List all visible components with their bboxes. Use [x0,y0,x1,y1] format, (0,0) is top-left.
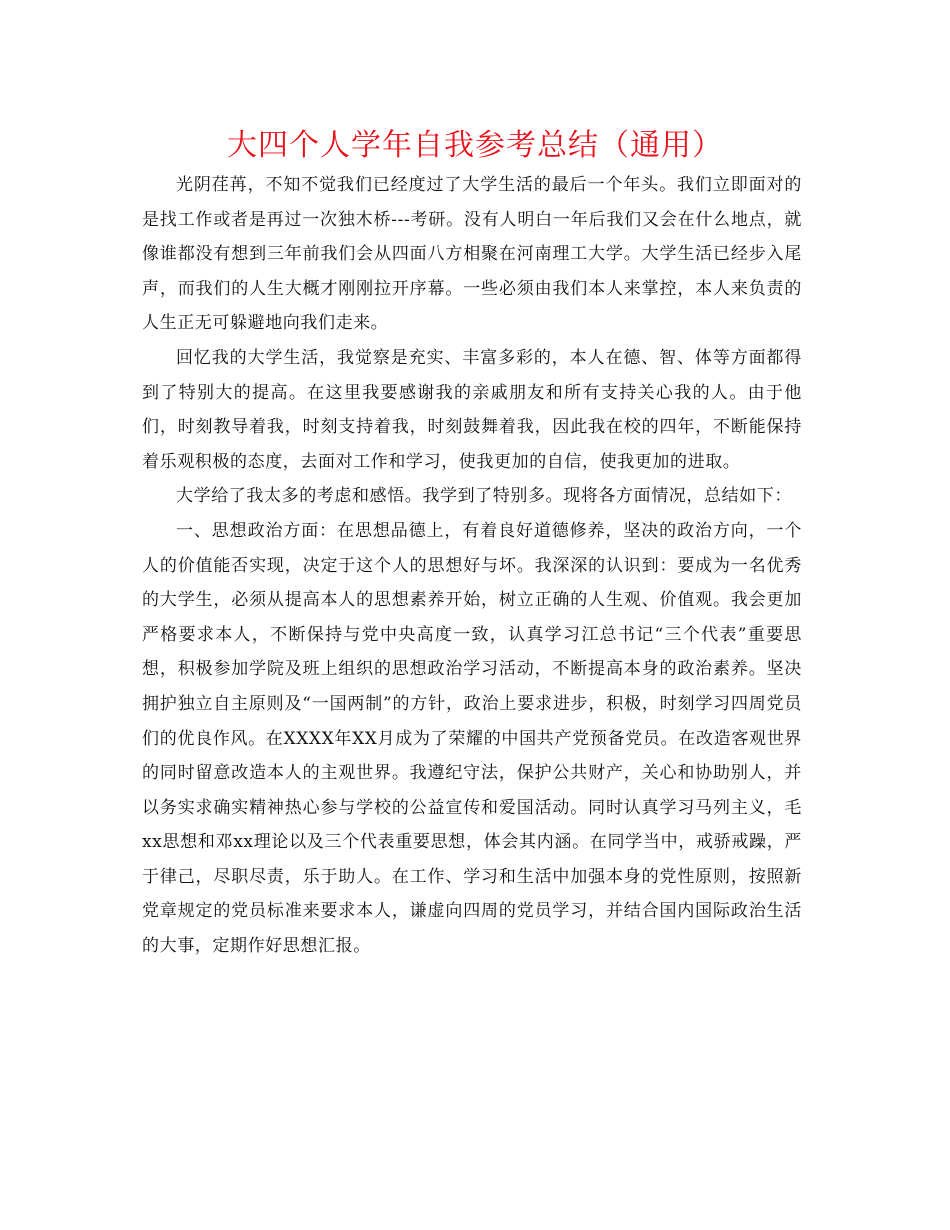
paragraph-intro: 光阴荏苒，不知不觉我们已经度过了大学生活的最后一个年头。我们立即面对的是找工作或者是再过一次独木桥---考研。没有人明白一年后我们又会在什么地点，就像谁都没有想到三年前我们会从四面八方相聚在河南理工大学。大学生活已经步入尾声，而我们的人生大概才刚刚拉开序幕。一些必须由我们本人来掌控，本人来负责的人生正无可躲避地向我们走来。 [142,175,802,334]
paragraph-summary-lead: 大学给了我太多的考虑和感悟。我学到了特别多。现将各方面情况，总结如下： [176,486,792,507]
document-title: 大四个人学年自我参考总结（通用） [227,128,723,163]
document-body [142,168,802,964]
paragraph-reflection: 回忆我的大学生活，我觉察是充实、丰富多彩的，本人在德、智、体等方面都得到了特别大的提高。在这里我要感谢我的亲戚朋友和所有支持关心我的人。由于他们，时刻教导着我，时刻支持着我，时刻鼓舞着我，因此我在校的四年，不断能保持着乐观积极的态度，去面对工作和学习，使我更加的自信，使我更加的进取。 [142,347,802,472]
paragraph-political-section: 一、思想政治方面：在思想品德上，有着良好道德修养，坚决的政治方向，一个人的价值能否实现，决定于这个人的思想好与坏。我深深的认识到：要成为一名优秀的大学生，必须从提高本人的思想素养开始，树立正确的人生观、价值观。我会更加严格要求本人，不断保持与党中央高度一致，认真学习江总书记“三个代表”重要思想，积极参加学院及班上组织的思想政治学习活动，不断提高本身的政治素养。坚决拥护独立自主原则及“一国两制”的方针，政治上要求进步，积极，时刻学习四周党员们的优良作风。在XXXX年XX月成为了荣耀的中国共产党预备党员。在改造客观世界的同时留意改造本人的主观世界。我遵纪守法，保护公共财产，关心和协助别人，并以务实求确实精神热心参与学校的公益宣传和爱国活动。同时认真学习马列主义，毛xx思想和邓xx理论以及三个代表重要思想，体会其内涵。在同学当中，戒骄戒躁，严于律己，尽职尽责，乐于助人。在工作、学习和生活中加强本身的党性原则，按照新党章规定的党员标准来要求本人，谦虚向四周的党员学习，并结合国内国际政治生活的大事，定期作好思想汇报。 [142,520,802,957]
